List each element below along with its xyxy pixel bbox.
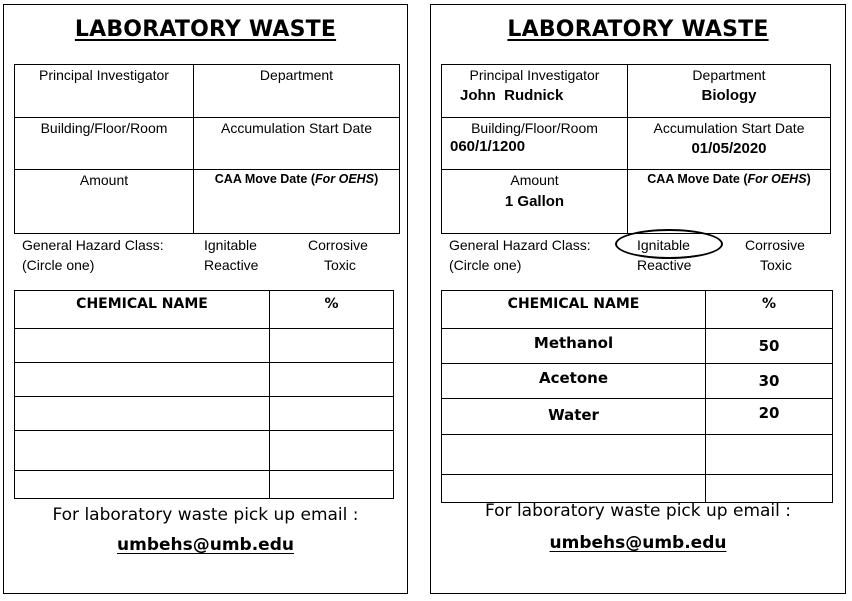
chemical-name-cell[interactable]: Methanol	[442, 329, 706, 364]
caa-move-date-cell[interactable]	[194, 170, 400, 234]
form-title: LABORATORY WASTE	[74, 17, 337, 42]
department-value: Biology	[701, 87, 757, 104]
blank-waste-label	[3, 4, 408, 594]
chemical-name-header: CHEMICAL NAME	[15, 291, 270, 329]
percent-cell[interactable]	[270, 471, 394, 499]
hazard-option-reactive[interactable]: Reactive	[637, 257, 692, 273]
chemical-name-cell[interactable]	[442, 475, 706, 503]
circle-one-label: (Circle one)	[22, 257, 95, 273]
chemical-name-cell[interactable]: Acetone	[442, 364, 706, 399]
hazard-class-label: General Hazard Class:	[449, 237, 591, 253]
filled-waste-label	[430, 4, 846, 594]
percent-cell[interactable]	[706, 435, 833, 475]
building-cell[interactable]	[442, 118, 628, 170]
percent-cell[interactable]: 30	[706, 364, 833, 399]
chemical-name-cell[interactable]	[15, 431, 270, 471]
hazard-option-toxic[interactable]: Toxic	[760, 257, 792, 273]
pickup-email-link[interactable]: umbehs@umb.edu	[117, 535, 294, 555]
accumulation-date-label: Accumulation Start Date	[221, 120, 372, 136]
chemical-name-cell[interactable]	[15, 329, 270, 363]
hazard-option-corrosive[interactable]: Corrosive	[308, 237, 368, 253]
chemical-name-cell[interactable]	[15, 397, 270, 431]
chemical-table	[14, 290, 394, 499]
chemical-table	[441, 290, 833, 503]
amount-cell[interactable]	[442, 170, 628, 234]
amount-value: 1 Gallon	[504, 193, 565, 210]
percent-cell[interactable]	[270, 329, 394, 363]
principal-investigator-cell[interactable]	[442, 65, 628, 118]
hazard-class-label: General Hazard Class:	[22, 237, 164, 253]
department-label: Department	[692, 67, 766, 83]
percent-cell[interactable]	[270, 363, 394, 397]
building-value: 060/1/1200	[450, 138, 526, 155]
info-table	[441, 64, 831, 234]
amount-label: Amount	[510, 172, 559, 188]
amount-label: Amount	[79, 172, 129, 188]
caa-move-date-cell[interactable]	[628, 170, 831, 234]
percent-cell[interactable]: 20	[706, 399, 833, 435]
accumulation-date-value: 01/05/2020	[691, 140, 767, 157]
ignitable-selection-circle	[615, 229, 723, 259]
info-table	[14, 64, 400, 234]
accumulation-date-cell[interactable]	[194, 118, 400, 170]
chemical-name-cell[interactable]: Water	[442, 399, 706, 435]
pickup-instructions: For laboratory waste pick up email :	[52, 505, 359, 525]
principal-investigator-label: Principal Investigator	[39, 67, 169, 83]
principal-investigator-label: Principal Investigator	[469, 67, 600, 83]
department-cell[interactable]	[194, 65, 400, 118]
caa-move-date-label: CAA Move Date (For OEHS)	[214, 172, 379, 186]
accumulation-date-label: Accumulation Start Date	[653, 120, 805, 136]
accumulation-date-cell[interactable]	[628, 118, 831, 170]
department-label: Department	[259, 67, 334, 83]
circle-one-label: (Circle one)	[449, 257, 522, 273]
chemical-name-header: CHEMICAL NAME	[442, 291, 706, 329]
principal-investigator-value: John Rudnick	[460, 87, 564, 104]
hazard-option-reactive[interactable]: Reactive	[204, 257, 259, 273]
pickup-instructions: For laboratory waste pick up email :	[484, 501, 792, 521]
building-label: Building/Floor/Room	[471, 120, 598, 136]
caa-move-date-label: CAA Move Date (For OEHS)	[647, 172, 811, 186]
chemical-name-cell[interactable]	[442, 435, 706, 475]
pickup-email-link[interactable]: umbehs@umb.edu	[549, 533, 727, 553]
chemical-name-cell[interactable]	[15, 471, 270, 499]
percent-cell[interactable]	[706, 475, 833, 503]
percent-cell[interactable]	[270, 431, 394, 471]
percent-header: %	[706, 291, 833, 329]
amount-cell[interactable]	[15, 170, 194, 234]
principal-investigator-cell[interactable]	[15, 65, 194, 118]
hazard-option-toxic[interactable]: Toxic	[324, 257, 356, 273]
hazard-option-corrosive[interactable]: Corrosive	[745, 237, 805, 253]
building-label: Building/Floor/Room	[40, 120, 168, 136]
percent-cell[interactable]: 50	[706, 329, 833, 364]
percent-header: %	[270, 291, 394, 329]
building-cell[interactable]	[15, 118, 194, 170]
hazard-option-ignitable[interactable]: Ignitable	[637, 237, 690, 253]
percent-cell[interactable]	[270, 397, 394, 431]
form-title: LABORATORY WASTE	[507, 17, 769, 42]
department-cell[interactable]	[628, 65, 831, 118]
hazard-option-ignitable[interactable]: Ignitable	[204, 237, 257, 253]
chemical-name-cell[interactable]	[15, 363, 270, 397]
